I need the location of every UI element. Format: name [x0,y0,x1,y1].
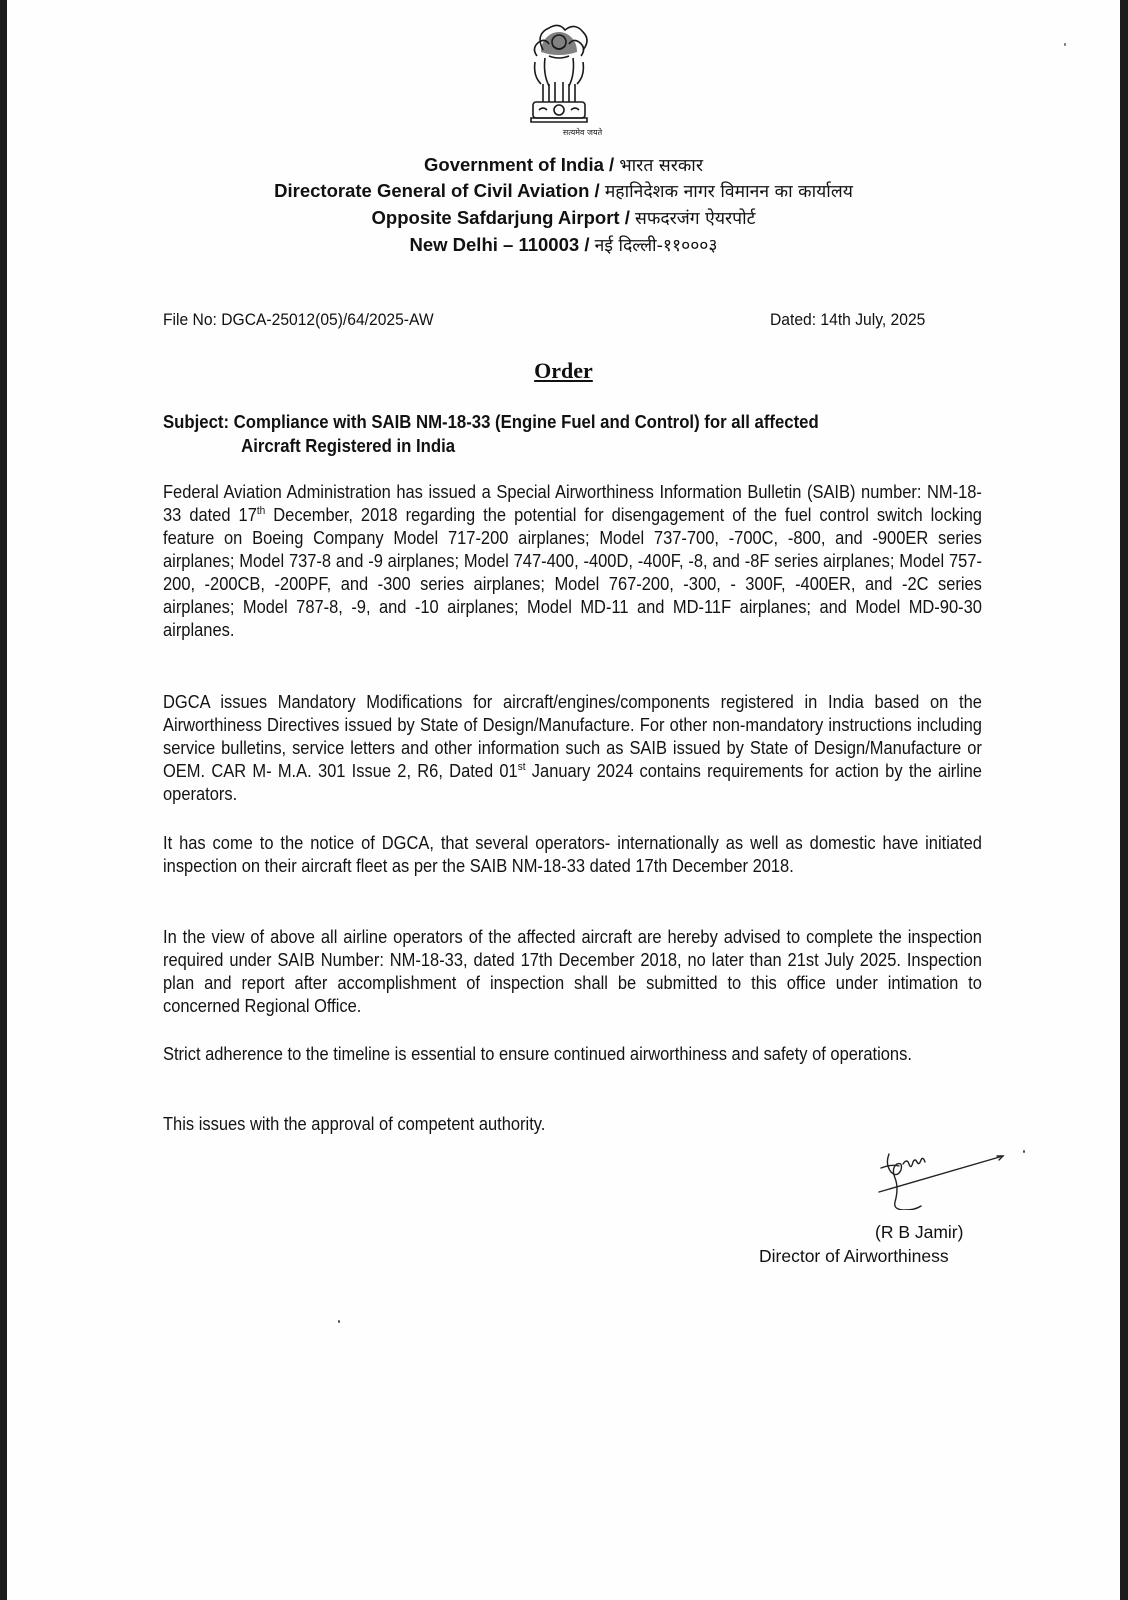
text: This issues with the approval of competent authority. [163,1114,546,1134]
signatory-name: (R B Jamir) [875,1222,964,1242]
paragraph-faa-saib [163,481,982,642]
text: Federal Aviation Administration has issued a Special Airworthiness Information Bulletin (SAIB) number: NM-18-33 dated 17 [163,482,982,525]
text: December, 2018 regarding the potential for disengagement of the fuel control switch locking feature on Boeing Company Model 717-200 airplanes; Model 737-700, -700C, -800, and -900ER series airplanes; Model 737-8 and -9 airplanes; Model 747-400, -400D, -400F, -8, and -8F series airplanes; Model 757-200, -200CB, -200PF, and -300 series airplanes; Model 767-200, -300, - 300F, -400ER, and -2C series airplanes; Model 787-8, -9, and -10 airplanes; Model MD-11 and MD-11F airplanes; and Model MD-90-30 airplanes. [163,505,982,640]
paragraph-operators-notice [163,832,982,878]
signature-icon [875,1148,1010,1210]
header-en: Government of India [424,154,604,175]
header-hi: नई दिल्ली-११०००३ [594,236,718,256]
separator: / [579,234,595,255]
header-line-dgca [7,179,1120,203]
header-en: Opposite Safdarjung Airport [371,207,620,228]
header-line-city [7,233,1120,257]
superscript: th [256,505,266,517]
paragraph-adherence [163,1043,982,1066]
separator: / [603,154,620,175]
text: Strict adherence to the timeline is essential to ensure continued airworthiness and safety of operations. [163,1044,912,1064]
header-en: New Delhi – 110003 [409,234,580,255]
text: It has come to the notice of DGCA, that several operators- internationally as well as domestic have initiated inspection on their aircraft fleet as per the SAIB NM-18-33 dated 17th December 2018. [163,833,982,876]
text: January 2024 contains requirements for action by the airline operators. [163,761,982,804]
paragraph-approval [163,1113,982,1136]
header-hi: सफदरजंग ऐयरपोर्ट [635,209,756,229]
scan-speck [338,1320,340,1323]
order-document-page [7,0,1120,1600]
subject-line-1: Subject: Compliance with SAIB NM-18-33 (Engine Fuel and Control) for all affected [163,412,819,432]
header-en: Directorate General of Civil Aviation [274,180,590,201]
header-hi: महानिदेशक नागर विमानन का कार्यालय [604,182,853,202]
emblem-motto: सत्यमेव जयते [562,128,603,137]
text: DGCA issues Mandatory Modifications for aircraft/engines/components registered in India based on the Airworthiness Directives issued by State of Design/Manufacture. For other non-mandatory instructions including service bulletins, service letters and other information such as SAIB issued by State of Design/Manufacture or OEM. CAR M- M.A. 301 Issue 2, R6, Dated 01 [163,692,982,781]
state-emblem-icon [523,22,595,140]
order-title: Order [534,358,593,383]
signatory-title: Director of Airworthiness [759,1246,949,1266]
order-date: Dated: 14th July, 2025 [770,310,926,329]
subject-line-2: Aircraft Registered in India [241,436,456,456]
header-hi: भारत सरकार [619,156,703,176]
paragraph-compliance-deadline [163,926,982,1018]
file-number: File No: DGCA-25012(05)/64/2025-AW [163,310,434,329]
paragraph-dgca-modifications [163,691,982,806]
superscript: st [517,761,526,773]
header-line-government [7,153,1120,177]
separator: / [589,180,605,201]
scan-speck [1064,43,1066,46]
text: In the view of above all airline operators of the affected aircraft are hereby advised to complete the inspection required under SAIB Number: NM-18-33, dated 17th December 2018, no later than 21st July 2025. Inspection plan and report after accomplishment of inspection shall be submitted to this office under intimation to concerned Regional Office. [163,927,982,1016]
separator: / [619,207,635,228]
subject [163,410,935,458]
scan-speck [1023,1150,1025,1153]
header-line-address [7,206,1120,230]
